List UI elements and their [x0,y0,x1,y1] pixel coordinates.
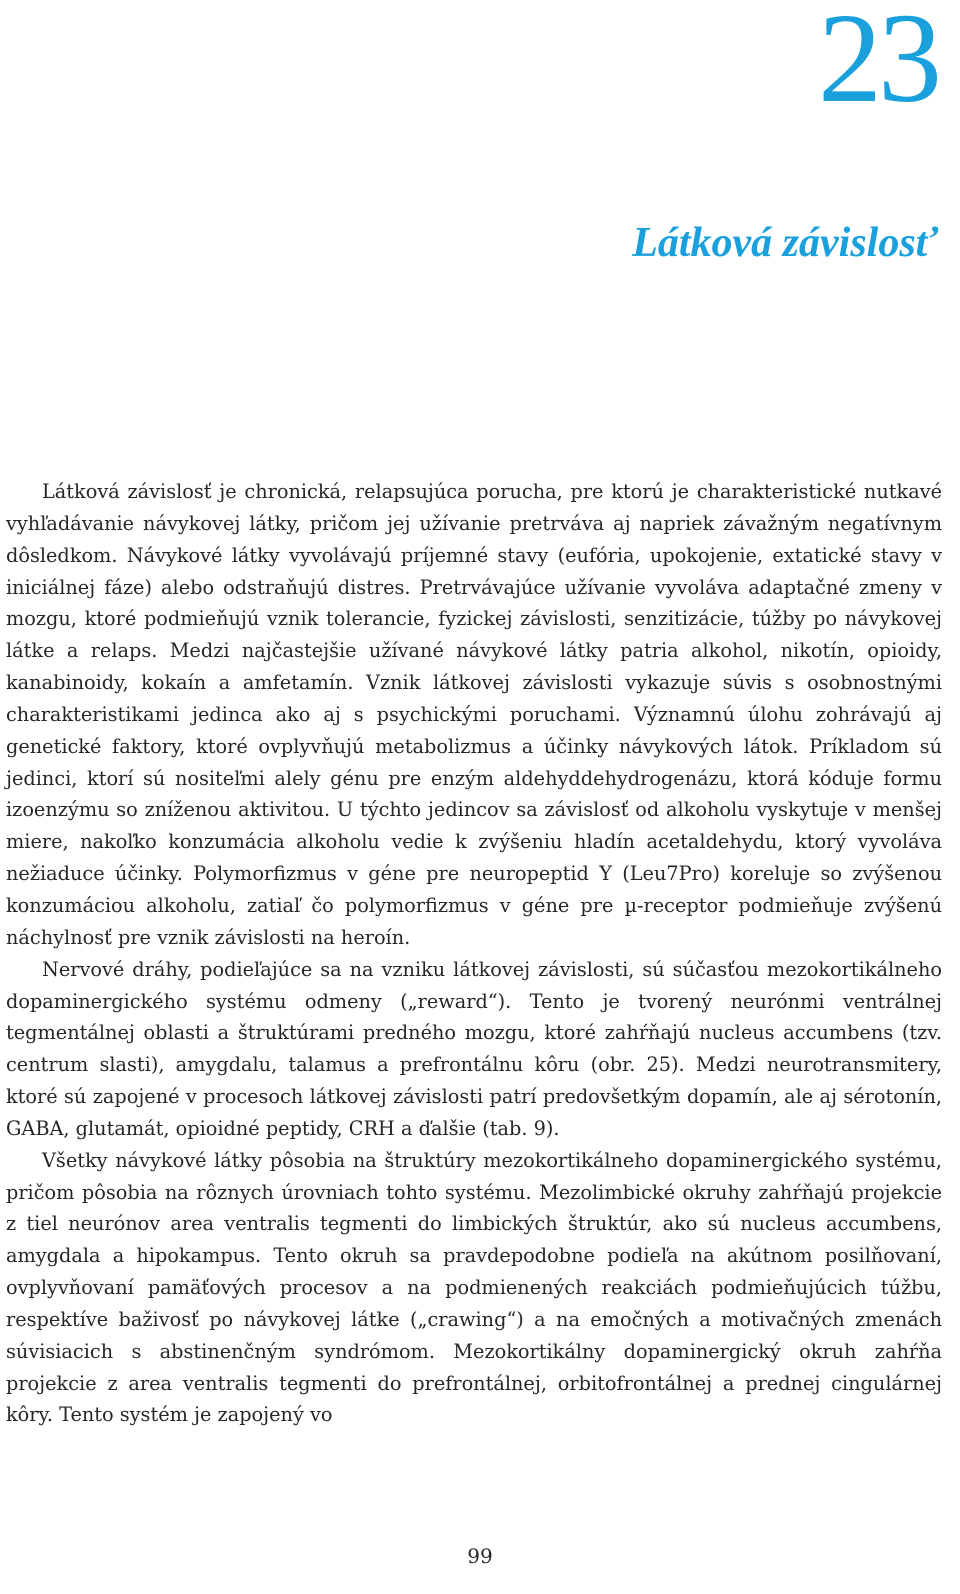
page-number: 99 [467,1544,493,1568]
paragraph: Nervové dráhy, podieľajúce sa na vzniku látkovej závislosti, sú súčasťou mezokortikálneho dopaminergického systému odmeny („reward“). Tento je tvorený neurónmi ventrálnej tegmentálnej oblasti a štruktúrami predného mozgu, ktoré zahŕňajú nucleus accumbens (tzv. centrum slasti), amygdalu, talamus a prefrontálnu kôru (obr. 25). Medzi neurotransmitery, ktoré sú zapojené v procesoch látkovej závislosti patrí predovšetkým dopamín, ale aj sérotonín, GABA, glutamát, opioidné peptidy, CRH a ďalšie (tab. 9). [6,957,942,1140]
paragraph: Látková závislosť je chronická, relapsujúca porucha, pre ktorú je charakteristické nutkavé vyhľadávanie návykovej látky, pričom jej užívanie pretrváva aj napriek závažným negatívnym dôsledkom. Návykové látky vyvolávajú príjemné stavy (eufória, upokojenie, extatické stavy v iniciálnej fáze) alebo odstraňujú distres. Pretrvávajúce užívanie vyvoláva adaptačné zmeny v mozgu, ktoré podmieňujú vznik tolerancie, fyzickej závislosti, senzitizácie, túžby po návykovej látke a relaps. Medzi najčastejšie užívané návykové látky patria alkohol, nikotín, opioidy, kanabinoidy, kokaín a amfetamín. Vznik látkovej závislosti vykazuje súvis s osobnostnými charakteristikami jedinca ako aj s psychickými poruchami. Významnú úlohu zohrávajú aj genetické faktory, ktoré ovplyvňujú metabolizmus a účinky návykových látok. Príkladom sú jedinci, ktorí sú nositeľmi alely génu pre enzým aldehyddehydrogenázu, ktorá kóduje formu izoenzýmu so zníženou aktivitou. U týchto jedincov sa závislosť od alkoholu vyskytuje v menšej miere, nakoľko konzumácia alkoholu vedie k zvýšeniu hladín acetaldehydu, ktorý vyvoláva nežiaduce účinky. Polymorfizmus v géne pre neuropeptid Y (Leu7Pro) koreluje so zvýšenou konzumáciou alkoholu, zatiaľ čo polymorfizmus v géne pre µ-receptor podmieňuje zvýšenú náchylnosť pre vznik závislosti na heroín. [6,480,942,949]
chapter-title: Látková závislosť [632,220,938,266]
body-text [6,476,942,1431]
chapter-number: 23 [818,0,938,129]
paragraph: Všetky návykové látky pôsobia na štruktúry mezokortikálneho dopaminergického systému, pričom pôsobia na rôznych úrovniach tohto systému. Mezolimbické okruhy zahŕňajú projekcie z tiel neurónov area ventralis tegmenti do limbických štruktúr, ako sú nucleus accumbens, amygdala a hipokampus. Tento okruh sa pravdepodobne podieľa na akútnom posilňovaní, ovplyvňovaní pamäťových procesov a na podmienených reakciách podmieňujúcich túžbu, respektíve baživosť po návykovej látke („crawing“) a na emočných a motivačných zmenách súvisiacich s abstinenčným syndrómom. Mezokortikálny dopaminergický okruh zahŕňa projekcie z area ventralis tegmenti do prefrontálnej, orbitofrontálnej a prednej cingulárnej kôry. Tento systém je zapojený vo [6,1148,942,1427]
